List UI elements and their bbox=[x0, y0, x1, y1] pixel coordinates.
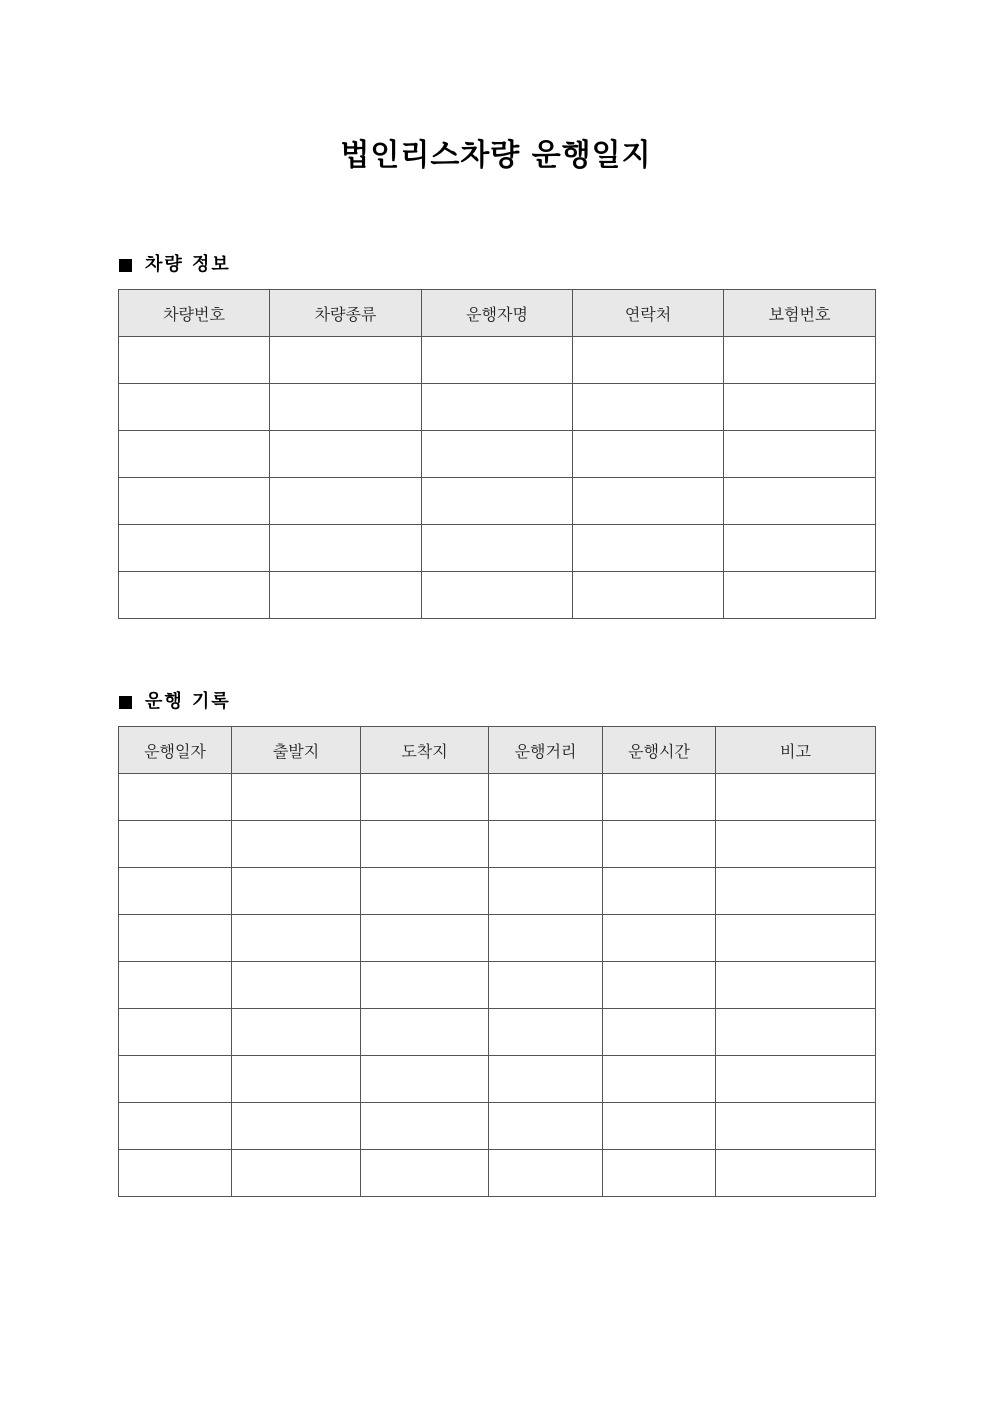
column-header-remarks: 비고 bbox=[716, 727, 876, 774]
table-row bbox=[119, 915, 876, 962]
table-cell[interactable] bbox=[361, 774, 489, 821]
column-header-date: 운행일자 bbox=[119, 727, 232, 774]
table-cell[interactable] bbox=[716, 821, 876, 868]
table-cell[interactable] bbox=[232, 868, 361, 915]
column-header-departure: 출발지 bbox=[232, 727, 361, 774]
table-cell[interactable] bbox=[270, 572, 422, 619]
table-cell[interactable] bbox=[119, 572, 270, 619]
table-cell[interactable] bbox=[119, 774, 232, 821]
table-cell[interactable] bbox=[232, 1009, 361, 1056]
table-cell[interactable] bbox=[716, 868, 876, 915]
table-cell[interactable] bbox=[232, 821, 361, 868]
table-cell[interactable] bbox=[489, 1009, 603, 1056]
table-cell[interactable] bbox=[119, 525, 270, 572]
table-header-row bbox=[119, 727, 876, 774]
table-row bbox=[119, 525, 876, 572]
table-cell[interactable] bbox=[232, 1150, 361, 1197]
table-cell[interactable] bbox=[573, 478, 724, 525]
table-cell[interactable] bbox=[724, 337, 876, 384]
table-cell[interactable] bbox=[716, 1103, 876, 1150]
table-cell[interactable] bbox=[603, 962, 716, 1009]
column-header-vehicle-number: 차량번호 bbox=[119, 290, 270, 337]
table-cell[interactable] bbox=[119, 1056, 232, 1103]
table-cell[interactable] bbox=[422, 431, 573, 478]
table-cell[interactable] bbox=[119, 337, 270, 384]
column-header-distance: 운행거리 bbox=[489, 727, 603, 774]
table-cell[interactable] bbox=[489, 1150, 603, 1197]
table-cell[interactable] bbox=[119, 1009, 232, 1056]
column-header-contact: 연락처 bbox=[573, 290, 724, 337]
table-cell[interactable] bbox=[361, 915, 489, 962]
column-header-driver-name: 운행자명 bbox=[422, 290, 573, 337]
table-cell[interactable] bbox=[422, 525, 573, 572]
table-cell[interactable] bbox=[361, 1056, 489, 1103]
page-title: 법인리스차량 운행일지 bbox=[340, 138, 652, 173]
table-row bbox=[119, 337, 876, 384]
table-row bbox=[119, 1103, 876, 1150]
table-cell[interactable] bbox=[603, 1009, 716, 1056]
table-cell[interactable] bbox=[232, 1103, 361, 1150]
table-cell[interactable] bbox=[716, 1009, 876, 1056]
table-cell[interactable] bbox=[361, 821, 489, 868]
table-cell[interactable] bbox=[489, 1103, 603, 1150]
table-header-row bbox=[119, 290, 876, 337]
table-cell[interactable] bbox=[489, 868, 603, 915]
table-cell[interactable] bbox=[573, 337, 724, 384]
section-heading-label: 운행 기록 bbox=[145, 691, 231, 712]
table-cell[interactable] bbox=[603, 821, 716, 868]
table-cell[interactable] bbox=[573, 384, 724, 431]
table-cell[interactable] bbox=[119, 431, 270, 478]
table-cell[interactable] bbox=[422, 478, 573, 525]
table-cell[interactable] bbox=[489, 821, 603, 868]
column-header-vehicle-type: 차량종류 bbox=[270, 290, 422, 337]
table-row bbox=[119, 572, 876, 619]
table-row bbox=[119, 1150, 876, 1197]
driving-log-table bbox=[118, 726, 876, 1197]
table-cell[interactable] bbox=[716, 962, 876, 1009]
table-cell[interactable] bbox=[724, 431, 876, 478]
table-row bbox=[119, 478, 876, 525]
table-cell[interactable] bbox=[270, 478, 422, 525]
table-cell[interactable] bbox=[716, 915, 876, 962]
table-cell[interactable] bbox=[422, 572, 573, 619]
table-cell[interactable] bbox=[573, 431, 724, 478]
table-cell[interactable] bbox=[361, 1009, 489, 1056]
column-header-duration: 운행시간 bbox=[603, 727, 716, 774]
table-cell[interactable] bbox=[724, 384, 876, 431]
table-row bbox=[119, 1009, 876, 1056]
table-cell[interactable] bbox=[603, 1150, 716, 1197]
table-cell[interactable] bbox=[716, 774, 876, 821]
table-row bbox=[119, 821, 876, 868]
table-cell[interactable] bbox=[232, 1056, 361, 1103]
table-row bbox=[119, 868, 876, 915]
table-cell[interactable] bbox=[724, 572, 876, 619]
square-bullet-icon bbox=[119, 696, 132, 709]
vehicle-info-table bbox=[118, 289, 876, 619]
table-cell[interactable] bbox=[119, 1150, 232, 1197]
table-cell[interactable] bbox=[489, 774, 603, 821]
table-cell[interactable] bbox=[603, 868, 716, 915]
table-cell[interactable] bbox=[270, 337, 422, 384]
table-cell[interactable] bbox=[270, 431, 422, 478]
table-row bbox=[119, 1056, 876, 1103]
table-cell[interactable] bbox=[603, 915, 716, 962]
table-cell[interactable] bbox=[361, 962, 489, 1009]
table-cell[interactable] bbox=[573, 525, 724, 572]
table-cell[interactable] bbox=[573, 572, 724, 619]
table-cell[interactable] bbox=[603, 1056, 716, 1103]
table-cell[interactable] bbox=[270, 525, 422, 572]
table-cell[interactable] bbox=[232, 962, 361, 1009]
table-cell[interactable] bbox=[119, 1103, 232, 1150]
table-cell[interactable] bbox=[232, 915, 361, 962]
table-cell[interactable] bbox=[119, 962, 232, 1009]
table-cell[interactable] bbox=[361, 868, 489, 915]
column-header-insurance-number: 보험번호 bbox=[724, 290, 876, 337]
table-row bbox=[119, 384, 876, 431]
table-cell[interactable] bbox=[119, 384, 270, 431]
section-heading-label: 차량 정보 bbox=[145, 254, 231, 275]
section-heading-driving-log bbox=[119, 690, 231, 714]
table-cell[interactable] bbox=[716, 1150, 876, 1197]
section-heading-vehicle-info bbox=[119, 253, 231, 277]
table-row bbox=[119, 962, 876, 1009]
table-cell[interactable] bbox=[119, 868, 232, 915]
table-cell[interactable] bbox=[232, 774, 361, 821]
table-cell[interactable] bbox=[422, 337, 573, 384]
column-header-destination: 도착지 bbox=[361, 727, 489, 774]
table-cell[interactable] bbox=[716, 1056, 876, 1103]
table-cell[interactable] bbox=[724, 525, 876, 572]
table-cell[interactable] bbox=[361, 1150, 489, 1197]
table-cell[interactable] bbox=[422, 384, 573, 431]
table-cell[interactable] bbox=[119, 821, 232, 868]
table-cell[interactable] bbox=[361, 1103, 489, 1150]
table-cell[interactable] bbox=[724, 478, 876, 525]
table-cell[interactable] bbox=[270, 384, 422, 431]
table-cell[interactable] bbox=[119, 478, 270, 525]
table-cell[interactable] bbox=[603, 1103, 716, 1150]
table-cell[interactable] bbox=[603, 774, 716, 821]
table-cell[interactable] bbox=[489, 915, 603, 962]
table-row bbox=[119, 774, 876, 821]
table-cell[interactable] bbox=[489, 962, 603, 1009]
table-cell[interactable] bbox=[119, 915, 232, 962]
table-row bbox=[119, 431, 876, 478]
table-cell[interactable] bbox=[489, 1056, 603, 1103]
square-bullet-icon bbox=[119, 259, 132, 272]
